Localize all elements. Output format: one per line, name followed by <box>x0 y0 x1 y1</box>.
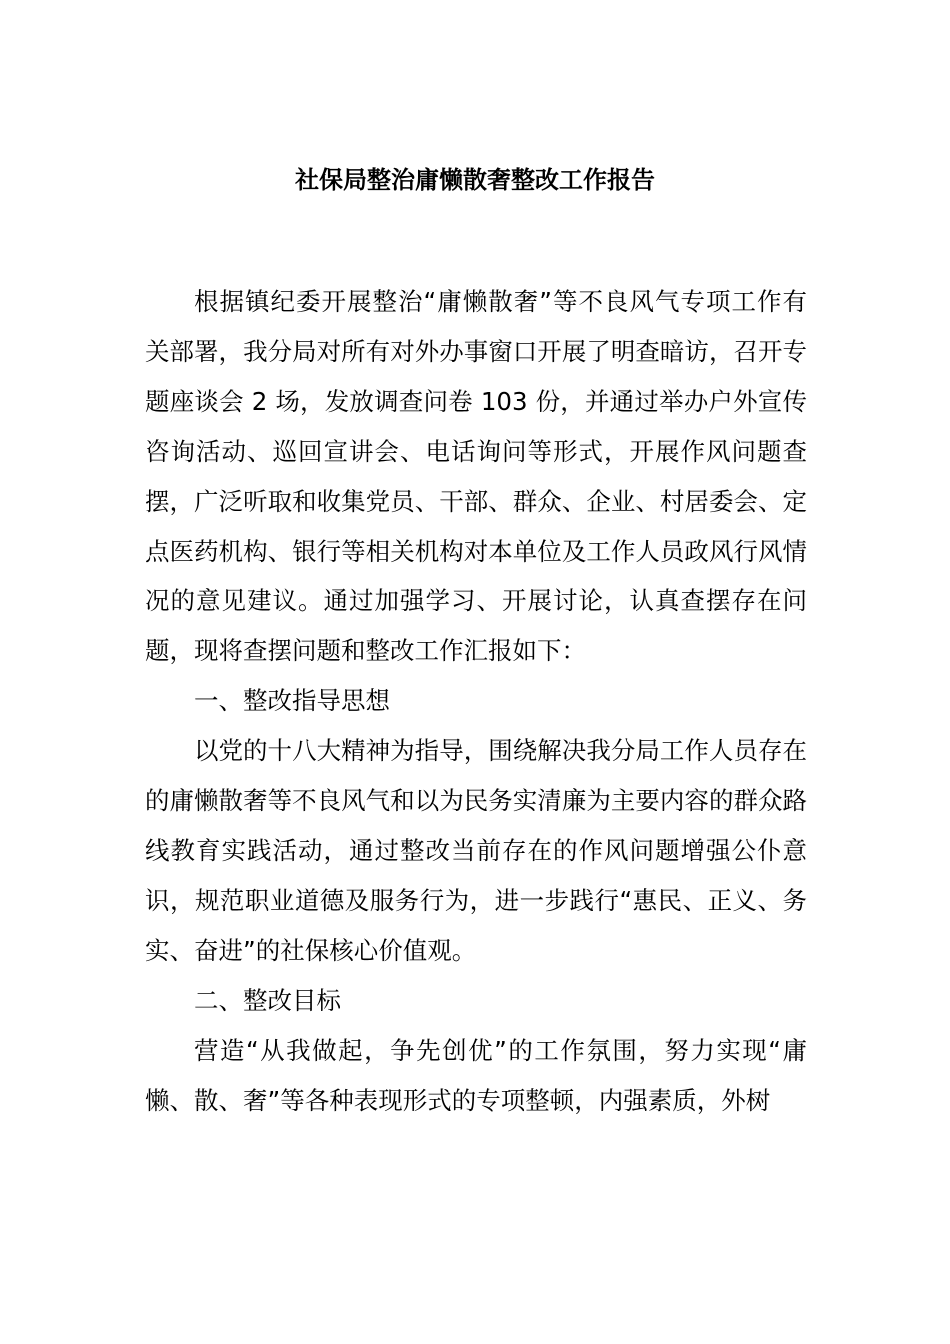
paragraph-guiding-thought: 以党的十八大精神为指导，围绕解决我分局工作人员存在的庸懒散奢等不良风气和以为民务实清廉为主要内容的群众路线教育实践活动，通过整改当前存在的作风问题增强公仆意识，规范职业道德及服务行为，进一步践行“惠民、正义、务实、奋进”的社保核心价值观。 <box>145 736 807 965</box>
paragraph-goals: 营造“从我做起，争先创优”的工作氛围，努力实现“庸懒、散、奢”等各种表现形式的专项整顿，内强素质，外树 <box>145 1035 807 1115</box>
paragraph-intro: 根据镇纪委开展整治“庸懒散奢”等不良风气专项工作有关部署，我分局对所有对外办事窗口开展了明查暗访，召开专题座谈会 2 场，发放调查问卷 103 份，并通过举办户外宣传咨询活动、巡回宣讲会、电话询问等形式，开展作风问题查摆，广泛听取和收集党员、干部、群众、企业、村居委会、定点医药机构、银行等相关机构对本单位及工作人员政风行风情况的意见建议。通过加强学习、开展讨论，认真查摆存在问题，现将查摆问题和整改工作汇报如下： <box>145 287 807 666</box>
document-title: 社保局整治庸懒散奢整改工作报告 <box>295 166 655 194</box>
document-body <box>145 277 807 1125</box>
section-heading-guiding-thought: 一、整改指导思想 <box>194 686 390 716</box>
section-heading-goals: 二、整改目标 <box>194 985 341 1015</box>
